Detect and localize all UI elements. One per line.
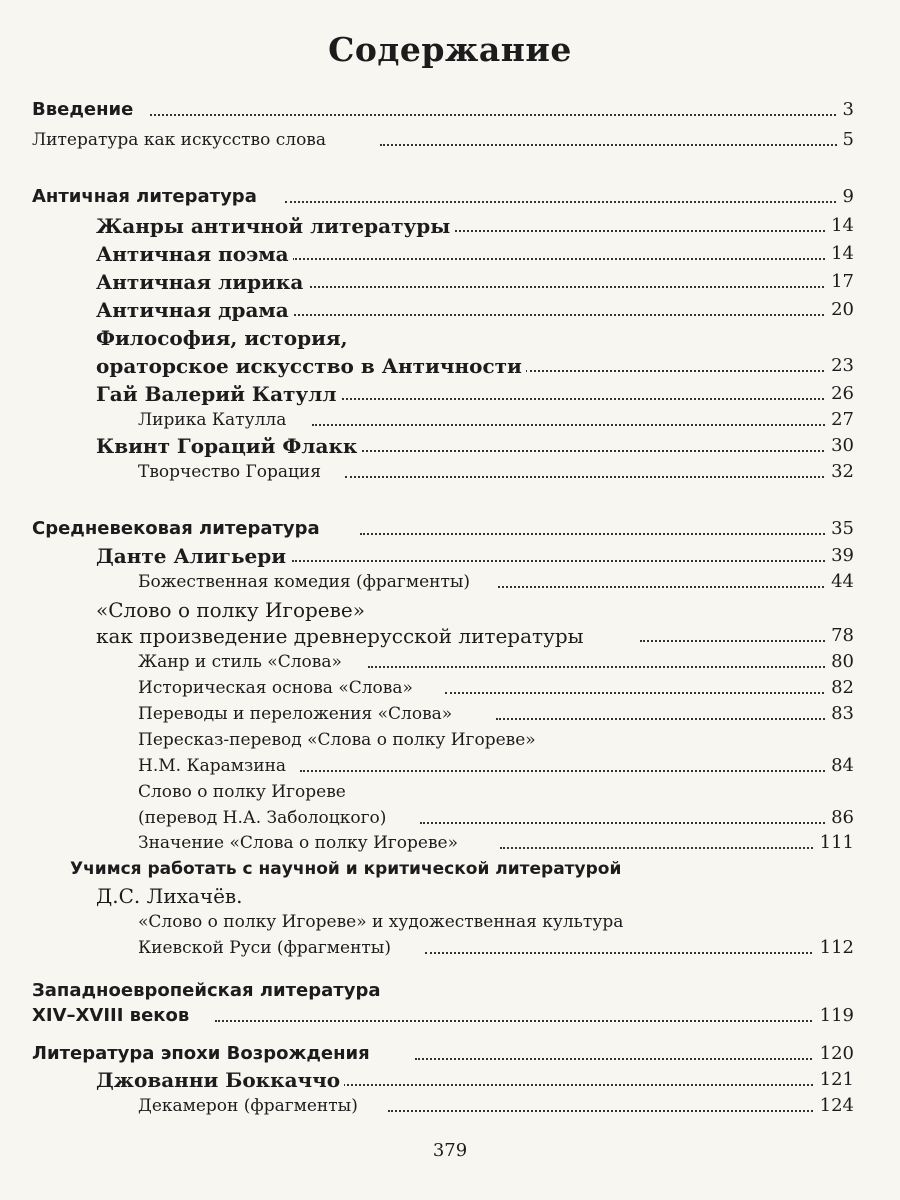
toc-entry-title: Учимся работать с научной и критической литературой [70, 855, 625, 883]
toc-entry [0, 674, 900, 702]
toc-entry-page: 84 [825, 752, 854, 780]
toc-entry-title: Западноевропейская литература [32, 977, 385, 1005]
toc-entry-title: «Слово о полку Игореве» [96, 596, 369, 624]
toc-entry [0, 778, 900, 806]
toc-entry-page: 26 [825, 380, 854, 408]
toc-entry [0, 268, 900, 296]
toc-entry-title: «Слово о полку Игореве» и художественная культура [138, 908, 627, 936]
toc-entry-page: 3 [837, 96, 854, 124]
toc-entry-title: XIV–XVIII веков [32, 1002, 193, 1030]
toc-entry-title: (перевод Н.А. Заболоцкого) [138, 804, 390, 832]
toc-entry-title: Данте Алигьери [96, 542, 290, 570]
dot-leader [415, 1057, 840, 1060]
toc-entry [0, 622, 900, 650]
toc-entry [0, 1040, 900, 1068]
toc-entry [0, 96, 900, 124]
toc-entry [0, 324, 900, 352]
dot-leader [368, 665, 840, 668]
toc-entry [0, 183, 900, 211]
toc-entry [0, 126, 900, 154]
toc-entry [0, 700, 900, 728]
toc-entry-page: 23 [825, 352, 854, 380]
dot-leader [345, 475, 840, 478]
toc-entry-page: 119 [814, 1002, 854, 1030]
toc-entry-title: Античная литература [32, 183, 261, 211]
toc-entry [0, 380, 900, 408]
toc-entry [0, 212, 900, 240]
dot-leader [500, 846, 840, 849]
toc-entry-page: 121 [814, 1066, 854, 1094]
toc-entry-page: 80 [825, 648, 854, 676]
dot-leader [445, 691, 840, 694]
toc-entry-page: 124 [814, 1092, 854, 1120]
toc-entry-title: Античная драма [96, 296, 293, 324]
toc-entry-title: Квинт Гораций Флакк [96, 432, 361, 460]
toc-entry-page: 27 [825, 406, 854, 434]
toc-entry-title: Историческая основа «Слова» [138, 674, 417, 702]
page-number: 379 [432, 1140, 468, 1161]
toc-entry-title: Жанры античной литературы [96, 212, 454, 240]
toc-entry-page: 17 [825, 268, 854, 296]
dot-leader [640, 639, 840, 642]
dot-leader [312, 423, 840, 426]
toc-entry-page: 111 [814, 829, 854, 857]
toc-entry-title: Литература эпохи Возрождения [32, 1040, 374, 1068]
dot-leader [292, 257, 840, 260]
toc-entry-title: Слово о полку Игореве [138, 778, 350, 806]
dot-leader [292, 559, 840, 562]
toc-entry [0, 542, 900, 570]
toc-entry-title: Философия, история, [96, 324, 352, 352]
dot-leader [525, 369, 840, 372]
dot-leader [380, 143, 840, 146]
toc-entry-page: 44 [825, 568, 854, 596]
toc-entry-page: 83 [825, 700, 854, 728]
dot-leader [496, 717, 840, 720]
toc-entry-page: 14 [825, 240, 854, 268]
dot-leader [448, 229, 840, 232]
toc-entry [0, 240, 900, 268]
toc-entry-title: Античная лирика [96, 268, 307, 296]
dot-leader [305, 285, 840, 288]
toc-entry-title: Введение [32, 96, 137, 124]
dot-leader [498, 585, 840, 588]
dot-leader [388, 1109, 840, 1112]
toc-entry [0, 1002, 900, 1030]
toc-entry [0, 752, 900, 780]
toc-entry-page: 86 [825, 804, 854, 832]
toc-entry-title: Гай Валерий Катулл [96, 380, 340, 408]
toc-entry-title: Киевской Руси (фрагменты) [138, 934, 395, 962]
toc-entry [0, 977, 900, 1005]
toc-entry-title: Джованни Боккаччо [96, 1066, 344, 1094]
toc-entry-title: Д.С. Лихачёв. [96, 882, 247, 910]
toc-entry-page: 5 [837, 126, 854, 154]
toc-entry [0, 406, 900, 434]
dot-leader [215, 1019, 840, 1022]
toc-entry-page: 14 [825, 212, 854, 240]
toc-entry-page: 82 [825, 674, 854, 702]
toc-entry-title: Значение «Слова о полку Игореве» [138, 829, 462, 857]
toc-entry [0, 648, 900, 676]
toc-entry-page: 39 [825, 542, 854, 570]
toc-entry [0, 1092, 900, 1120]
toc-entry-page: 32 [825, 458, 854, 486]
toc-entry [0, 296, 900, 324]
toc-entry-title: ораторское искусство в Античности [96, 352, 526, 380]
toc-entry [0, 1066, 900, 1094]
dot-leader [150, 113, 840, 116]
toc-entry [0, 432, 900, 460]
toc-entry-title: Средневековая литература [32, 515, 324, 543]
toc-entry-title: Жанр и стиль «Слова» [138, 648, 346, 676]
dot-leader [425, 951, 840, 954]
dot-leader [360, 532, 840, 535]
toc-entry-title: Божественная комедия (фрагменты) [138, 568, 474, 596]
toc-entry [0, 596, 900, 624]
toc-entry [0, 829, 900, 857]
page-title: Содержание [328, 30, 572, 69]
toc-entry [0, 934, 900, 962]
toc-entry-page: 112 [814, 934, 854, 962]
toc-entry-title: Творчество Горация [138, 458, 325, 486]
toc-entry-title: Декамерон (фрагменты) [138, 1092, 362, 1120]
toc-entry-page: 78 [825, 622, 854, 650]
toc-entry [0, 515, 900, 543]
dot-leader [285, 200, 840, 203]
toc-entry-title: Литература как искусство слова [32, 126, 330, 154]
toc-entry [0, 882, 900, 910]
toc-entry-page: 30 [825, 432, 854, 460]
toc-entry-page: 120 [814, 1040, 854, 1068]
toc-entry [0, 458, 900, 486]
dot-leader [332, 1083, 840, 1086]
toc-entry-page: 35 [825, 515, 854, 543]
toc-entry-title: Н.М. Карамзина [138, 752, 290, 780]
toc-entry [0, 568, 900, 596]
dot-leader [290, 313, 840, 316]
toc-entry-page: 20 [825, 296, 854, 324]
toc-entry [0, 908, 900, 936]
toc-entry-title: как произведение древнерусской литературы [96, 622, 588, 650]
toc-entry-title: Лирика Катулла [138, 406, 290, 434]
toc-entry-title: Переводы и переложения «Слова» [138, 700, 456, 728]
dot-leader [362, 449, 840, 452]
toc-entry [0, 855, 900, 883]
toc-entry-title: Античная поэма [96, 240, 293, 268]
toc-entry [0, 804, 900, 832]
dot-leader [338, 397, 840, 400]
toc-entry-title: Пересказ-перевод «Слова о полку Игореве» [138, 726, 540, 754]
dot-leader [420, 821, 840, 824]
toc-entry [0, 726, 900, 754]
dot-leader [300, 769, 840, 772]
toc-entry-page: 9 [837, 183, 854, 211]
toc-entry [0, 352, 900, 380]
